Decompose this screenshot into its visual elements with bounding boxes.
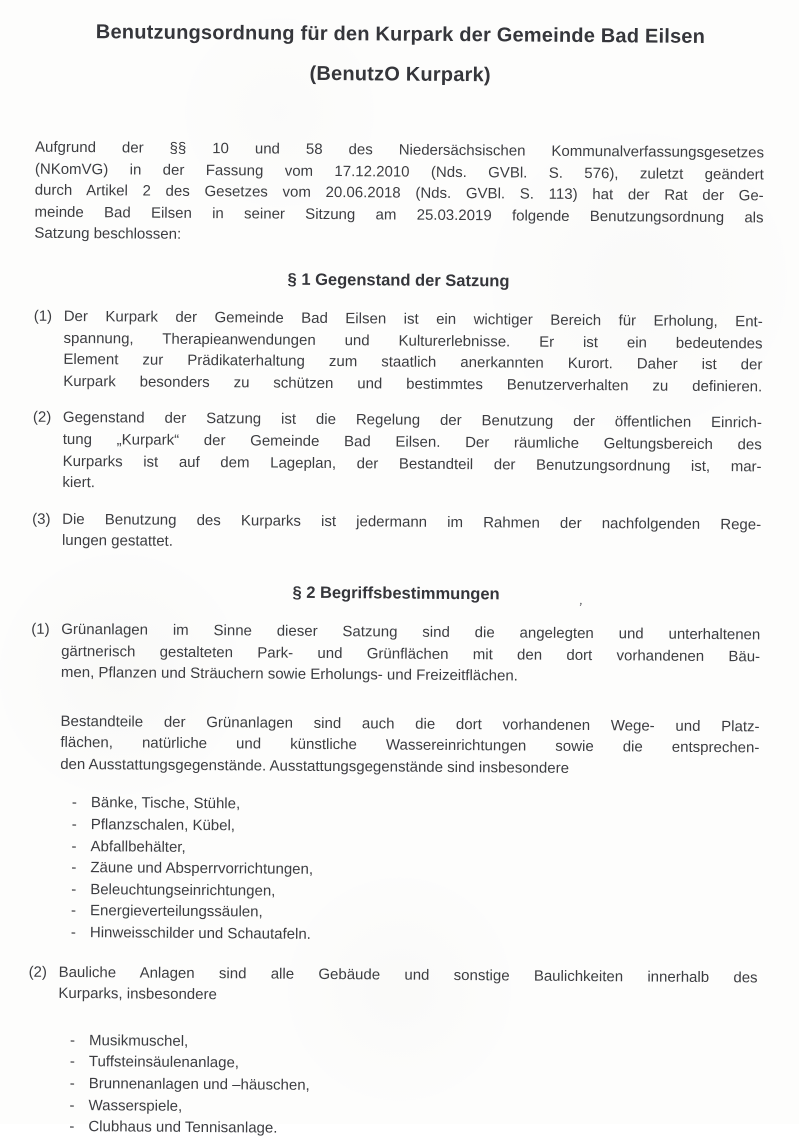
doc-title-line1: Benutzungsordnung für den Kurpark der Gemeinde Bad Eilsen — [95, 21, 706, 48]
list-dash-marker: - — [69, 1053, 75, 1071]
list-dash-marker: - — [69, 1074, 75, 1093]
list-item-text: Energieverteilungssäulen, — [90, 902, 263, 921]
list-item-text: Clubhaus und Tennisanlage. — [88, 1118, 278, 1137]
list-dash-marker: - — [70, 924, 76, 942]
list-item-text: Zäune und Absperrvorrichtungen, — [90, 859, 314, 879]
text-line: durch Artikel 2 des Gesetzes vom 20.06.2018 (Nds. GVBl. S. 113) hat der Rat der Ge- — [34, 181, 764, 205]
section-2-heading-text: § 2 Begriffsbestimmungen — [292, 583, 500, 604]
text-line: Kurpark besonders zu schützen und bestimmtes Benutzerverhalten zu definieren. — [63, 372, 763, 396]
buildings-list — [27, 1029, 757, 1143]
text-line: meinde Bad Eilsen in seiner Sitzung am 25.03.2019 folgende Benutzungsordnung als — [34, 203, 764, 227]
text-line: Bauliche Anlagen sind alle Gebäude und sonstige Baulichkeiten innerhalb des — [58, 963, 758, 987]
text-line: den Ausstattungsgegenstände. Ausstattungsgegenstände sind insbesondere — [60, 755, 570, 777]
paragraph-number: (2) — [28, 963, 48, 981]
paragraph-number: (2) — [32, 409, 52, 427]
text-line: Bestandteile der Grünanlagen sind auch die dort vorhandenen Wege- und Platz- — [60, 712, 760, 736]
paragraph-s1-2 — [32, 407, 762, 499]
doc-sheet — [27, 0, 765, 1143]
text-line: Gegenstand der Satzung ist die Regelung der Benutzung der öffentlichen Einrich- — [62, 409, 762, 432]
list-item-text: Hinweisschilder und Schautafeln. — [89, 924, 311, 943]
text-line: Element zur Prädikaterhaltung zum staatlich anerkannten Kurort. Daher ist der — [63, 351, 763, 374]
text-line: lungen gestattet. — [61, 532, 173, 551]
paragraph-number: (1) — [31, 620, 50, 638]
list-dash-marker: - — [71, 794, 77, 812]
text-line: tung „Kurpark“ der Gemeinde Bad Eilsen. Der räumliche Geltungsbereich des — [62, 430, 762, 454]
list-item-text: Brunnenanlagen und –häuschen, — [88, 1075, 310, 1094]
paragraph-text — [61, 619, 760, 689]
list-item-text: Abfallbehälter, — [90, 837, 186, 856]
list-item-text: Tuffsteinsäulenanlage, — [88, 1053, 240, 1072]
text-line: Kurparks, insbesondere — [58, 985, 217, 1004]
list-item-text: Musikmuschel, — [88, 1031, 189, 1050]
text-line: Satzung beschlossen: — [34, 225, 182, 244]
equipment-list — [29, 792, 759, 949]
list-item-text: Pflanzschalen, Kübel, — [90, 816, 236, 835]
list-dash-marker: - — [71, 816, 77, 834]
paragraph-text — [58, 962, 757, 1011]
paragraph-s2-2 — [28, 961, 757, 1010]
paragraph-text — [62, 509, 761, 558]
text-line: men, Pflanzen und Sträuchern sowie Erholungs- und Freizeitflächen. — [60, 663, 518, 685]
text-line: kiert. — [62, 474, 96, 492]
text-line: flächen, natürliche und künstliche Wassereinrichtungen sowie die entsprechen- — [60, 734, 760, 757]
list-item-text: Wasserspiele, — [88, 1096, 183, 1115]
text-line: spannung, Therapieanwendungen und Kulturerlebnisse. Er ist ein bedeutendes — [63, 329, 763, 352]
paragraph-text — [63, 306, 763, 398]
text-line: Der Kurpark der Gemeinde Bad Eilsen ist ein wichtiger Bereich für Erholung, Ent- — [63, 307, 763, 331]
list-dash-marker: - — [71, 902, 77, 920]
list-item-text: Bänke, Tische, Stühle, — [90, 794, 241, 813]
list-item-text: Beleuchtungseinrichtungen, — [90, 880, 276, 900]
text-line: Kurparks ist auf dem Lageplan, der Bestandteil der Benutzungsordnung ist, mar- — [62, 452, 762, 475]
preamble-paragraph — [34, 137, 764, 251]
text-line: Grünanlagen im Sinne dieser Satzung sind die angelegten und unterhaltenen — [61, 620, 761, 644]
paragraph-s2-1 — [31, 619, 760, 690]
text-line: Die Benutzung des Kurparks ist jedermann im Rahmen der nachfolgenden Rege- — [62, 510, 762, 534]
paragraph-s1-1 — [33, 306, 763, 398]
paragraph-text — [62, 407, 762, 499]
doc-title-line2: (BenutzO Kurpark) — [309, 62, 491, 87]
list-dash-marker: - — [71, 837, 77, 855]
text-line: Aufgrund der §§ 10 und 58 des Niedersächsischen Kommunalverfassungsgesetzes — [35, 138, 765, 162]
list-item — [71, 922, 758, 949]
scan-artifact-mark: ʼ — [576, 599, 584, 617]
list-dash-marker: - — [69, 1096, 75, 1114]
list-dash-marker: - — [71, 859, 77, 877]
text-line: gärtnerisch gestalteten Park- und Grünflächen mit den dort vorhandenen Bäu- — [61, 642, 761, 665]
list-dash-marker: - — [69, 1118, 75, 1136]
text-line: (NKomVG) in der Fassung vom 17.12.2010 (Nds. GVBl. S. 576), zuletzt geändert — [34, 160, 764, 184]
list-item — [69, 1116, 756, 1143]
list-dash-marker: - — [69, 1031, 76, 1049]
paragraph-number: (1) — [33, 307, 53, 325]
section-1-heading: § 1 Gegenstand der Satzung — [287, 270, 510, 291]
list-dash-marker: - — [71, 880, 77, 898]
section-2-heading — [32, 581, 761, 617]
paragraph-s1-3 — [32, 508, 761, 557]
paragraph-s2-1-continuation — [60, 711, 759, 781]
paragraph-number: (3) — [32, 510, 51, 528]
